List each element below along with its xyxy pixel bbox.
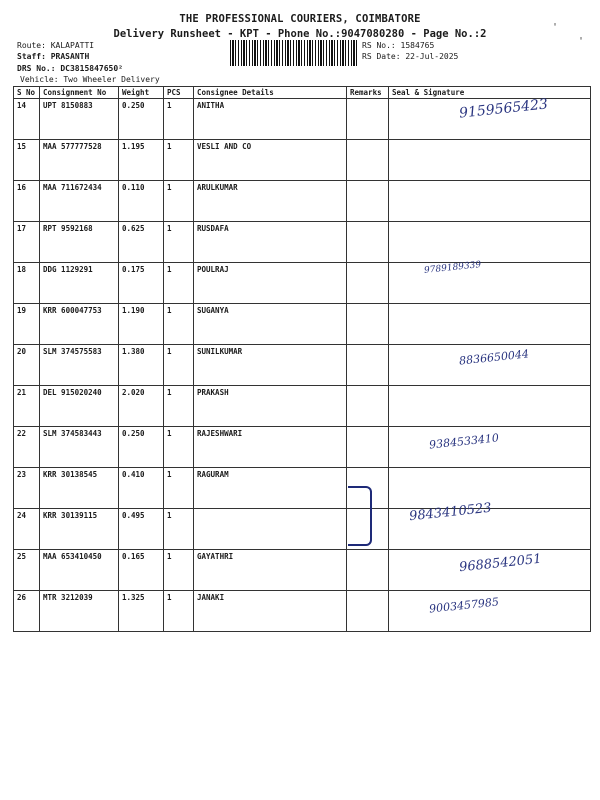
sno-cell: 15 <box>14 140 40 181</box>
sno-cell: 23 <box>14 468 40 509</box>
weight-cell: 0.625 <box>119 222 164 263</box>
remarks-cell <box>347 263 389 304</box>
rs-date-label: RS Date: <box>362 52 401 61</box>
table-row <box>14 304 591 345</box>
weight-cell: 2.020 <box>119 386 164 427</box>
consignment-cell: KRR 600047753 <box>40 304 119 345</box>
consignment-cell: SLM 374583443 <box>40 427 119 468</box>
pcs-cell: 1 <box>164 222 194 263</box>
handwritten-phone: 9159565423 <box>458 96 549 122</box>
weight-cell: 1.325 <box>119 591 164 632</box>
corner-mark-top: ' <box>552 22 559 33</box>
sno-cell: 22 <box>14 427 40 468</box>
table-row <box>14 140 591 181</box>
weight-cell: 0.495 <box>119 509 164 550</box>
table-row <box>14 181 591 222</box>
consignment-cell: MAA 653410450 <box>40 550 119 591</box>
consignee-cell: SUGANYA <box>194 304 347 345</box>
col-header-pcs: PCS <box>164 87 194 99</box>
consignment-cell: KRR 30139115 <box>40 509 119 550</box>
weight-cell: 0.110 <box>119 181 164 222</box>
table-row <box>14 427 591 468</box>
signature-cell <box>389 386 591 427</box>
sno-cell: 17 <box>14 222 40 263</box>
pcs-cell: 1 <box>164 181 194 222</box>
consignee-cell <box>194 509 347 550</box>
signature-cell <box>389 500 591 550</box>
signature-cell <box>389 140 591 181</box>
signature-cell <box>389 222 591 263</box>
consignment-cell: SLM 374575583 <box>40 345 119 386</box>
pcs-cell: 1 <box>164 509 194 550</box>
remarks-cell <box>347 550 389 591</box>
route-line <box>17 41 94 50</box>
table-row <box>14 345 591 386</box>
consignee-cell: RUSDAFA <box>194 222 347 263</box>
remarks-cell <box>347 591 389 632</box>
pcs-cell: 1 <box>164 550 194 591</box>
sno-cell: 24 <box>14 509 40 550</box>
consignee-cell: VESLI AND CO <box>194 140 347 181</box>
handwritten-phone: 9789189339 <box>423 260 482 276</box>
consignment-cell: MAA 577777528 <box>40 140 119 181</box>
remarks-cell <box>347 345 389 386</box>
signature-cell <box>389 591 591 632</box>
table-header-row <box>14 87 591 99</box>
consignee-cell: ANITHA <box>194 99 347 140</box>
signature-cell <box>389 181 591 222</box>
signature-cell <box>389 427 591 468</box>
company-title: THE PROFESSIONAL COURIERS, COIMBATORE <box>179 13 421 25</box>
remarks-cell <box>347 222 389 263</box>
consignee-cell: RAGURAM <box>194 468 347 509</box>
remarks-cell <box>347 304 389 345</box>
weight-cell: 0.250 <box>119 427 164 468</box>
sno-cell: 25 <box>14 550 40 591</box>
pcs-cell: 1 <box>164 99 194 140</box>
sno-cell: 19 <box>14 304 40 345</box>
remark-bracket-mark <box>348 486 372 546</box>
rs-no-line <box>362 41 434 50</box>
runsheet-table <box>13 86 591 632</box>
remarks-cell <box>347 386 389 427</box>
col-header-sno: S No <box>14 87 40 99</box>
weight-cell: 0.175 <box>119 263 164 304</box>
vehicle-line <box>20 75 160 84</box>
remarks-cell <box>347 140 389 181</box>
signature-cell <box>389 550 591 591</box>
col-header-consignee: Consignee Details <box>194 87 347 99</box>
col-header-weight: Weight <box>119 87 164 99</box>
pcs-cell: 1 <box>164 140 194 181</box>
table-row <box>14 591 591 632</box>
remarks-cell <box>347 181 389 222</box>
rs-no-value: 1584765 <box>400 41 435 50</box>
signature-cell <box>389 260 591 304</box>
consignee-cell: POULRAJ <box>194 263 347 304</box>
route-label: Route: <box>17 41 46 50</box>
sno-cell: 21 <box>14 386 40 427</box>
handwritten-phone: 9384533410 <box>428 431 500 452</box>
staff-line <box>17 52 89 61</box>
staff-value: PRASANTH <box>50 52 90 61</box>
weight-cell: 0.250 <box>119 99 164 140</box>
handwritten-phone: 9688542051 <box>458 551 543 576</box>
consignee-cell: GAYATHRI <box>194 550 347 591</box>
sno-cell: 16 <box>14 181 40 222</box>
consignee-cell: SUNILKUMAR <box>194 345 347 386</box>
pcs-cell: 1 <box>164 345 194 386</box>
pcs-cell: 1 <box>164 427 194 468</box>
sno-cell: 20 <box>14 345 40 386</box>
consignee-cell: ARULKUMAR <box>194 181 347 222</box>
pcs-cell: 1 <box>164 263 194 304</box>
rs-date-line <box>362 52 458 61</box>
sno-cell: 18 <box>14 263 40 304</box>
vehicle-value: Two Wheeler Delivery <box>63 75 160 84</box>
pcs-cell: 1 <box>164 386 194 427</box>
table-row <box>14 386 591 427</box>
consignment-cell: DDG 1129291 <box>40 263 119 304</box>
consignment-cell: UPT 8150883 <box>40 99 119 140</box>
consignee-cell: JANAKI <box>194 591 347 632</box>
col-header-remarks: Remarks <box>347 87 389 99</box>
weight-cell: 0.165 <box>119 550 164 591</box>
table-row <box>14 550 591 591</box>
rs-no-label: RS No.: <box>362 41 396 50</box>
remarks-cell <box>347 99 389 140</box>
weight-cell: 1.380 <box>119 345 164 386</box>
table-row <box>14 509 591 550</box>
table-row <box>14 263 591 304</box>
consignment-cell: MTR 3212039 <box>40 591 119 632</box>
vehicle-label: Vehicle: <box>20 75 59 84</box>
consignment-cell: RPT 9592168 <box>40 222 119 263</box>
signature-cell <box>389 345 591 386</box>
weight-cell: 0.410 <box>119 468 164 509</box>
drs-value: DC3815847650² <box>60 64 123 73</box>
consignee-cell: RAJESHWARI <box>194 427 347 468</box>
col-header-signature: Seal & Signature <box>389 87 591 99</box>
consignment-cell: DEL 915020240 <box>40 386 119 427</box>
sno-cell: 14 <box>14 99 40 140</box>
pcs-cell: 1 <box>164 468 194 509</box>
handwritten-phone: 9003457985 <box>428 595 500 616</box>
drs-label: DRS No.: <box>17 64 56 73</box>
handwritten-phone: 8836650044 <box>458 347 530 368</box>
consignment-cell: MAA 711672434 <box>40 181 119 222</box>
signature-cell <box>389 96 591 140</box>
consignee-cell: PRAKASH <box>194 386 347 427</box>
table-row <box>14 99 591 140</box>
route-value: KALAPATTI <box>50 41 95 50</box>
corner-mark-bottom: ' <box>578 36 585 47</box>
table-row <box>14 468 591 509</box>
rs-date-value: 22-Jul-2025 <box>405 52 459 61</box>
drs-line <box>17 64 123 73</box>
signature-cell <box>389 304 591 345</box>
consignment-cell: KRR 30138545 <box>40 468 119 509</box>
table-row <box>14 222 591 263</box>
weight-cell: 1.195 <box>119 140 164 181</box>
sno-cell: 26 <box>14 591 40 632</box>
runsheet-subtitle: Delivery Runsheet - KPT - Phone No.:9047080280 - Page No.:2 <box>113 28 487 40</box>
pcs-cell: 1 <box>164 304 194 345</box>
pcs-cell: 1 <box>164 591 194 632</box>
staff-label: Staff: <box>17 52 46 61</box>
handwritten-phone: 9843410523 <box>408 500 493 525</box>
barcode <box>230 40 358 66</box>
remarks-cell <box>347 427 389 468</box>
col-header-consignment: Consignment No <box>40 87 119 99</box>
weight-cell: 1.190 <box>119 304 164 345</box>
